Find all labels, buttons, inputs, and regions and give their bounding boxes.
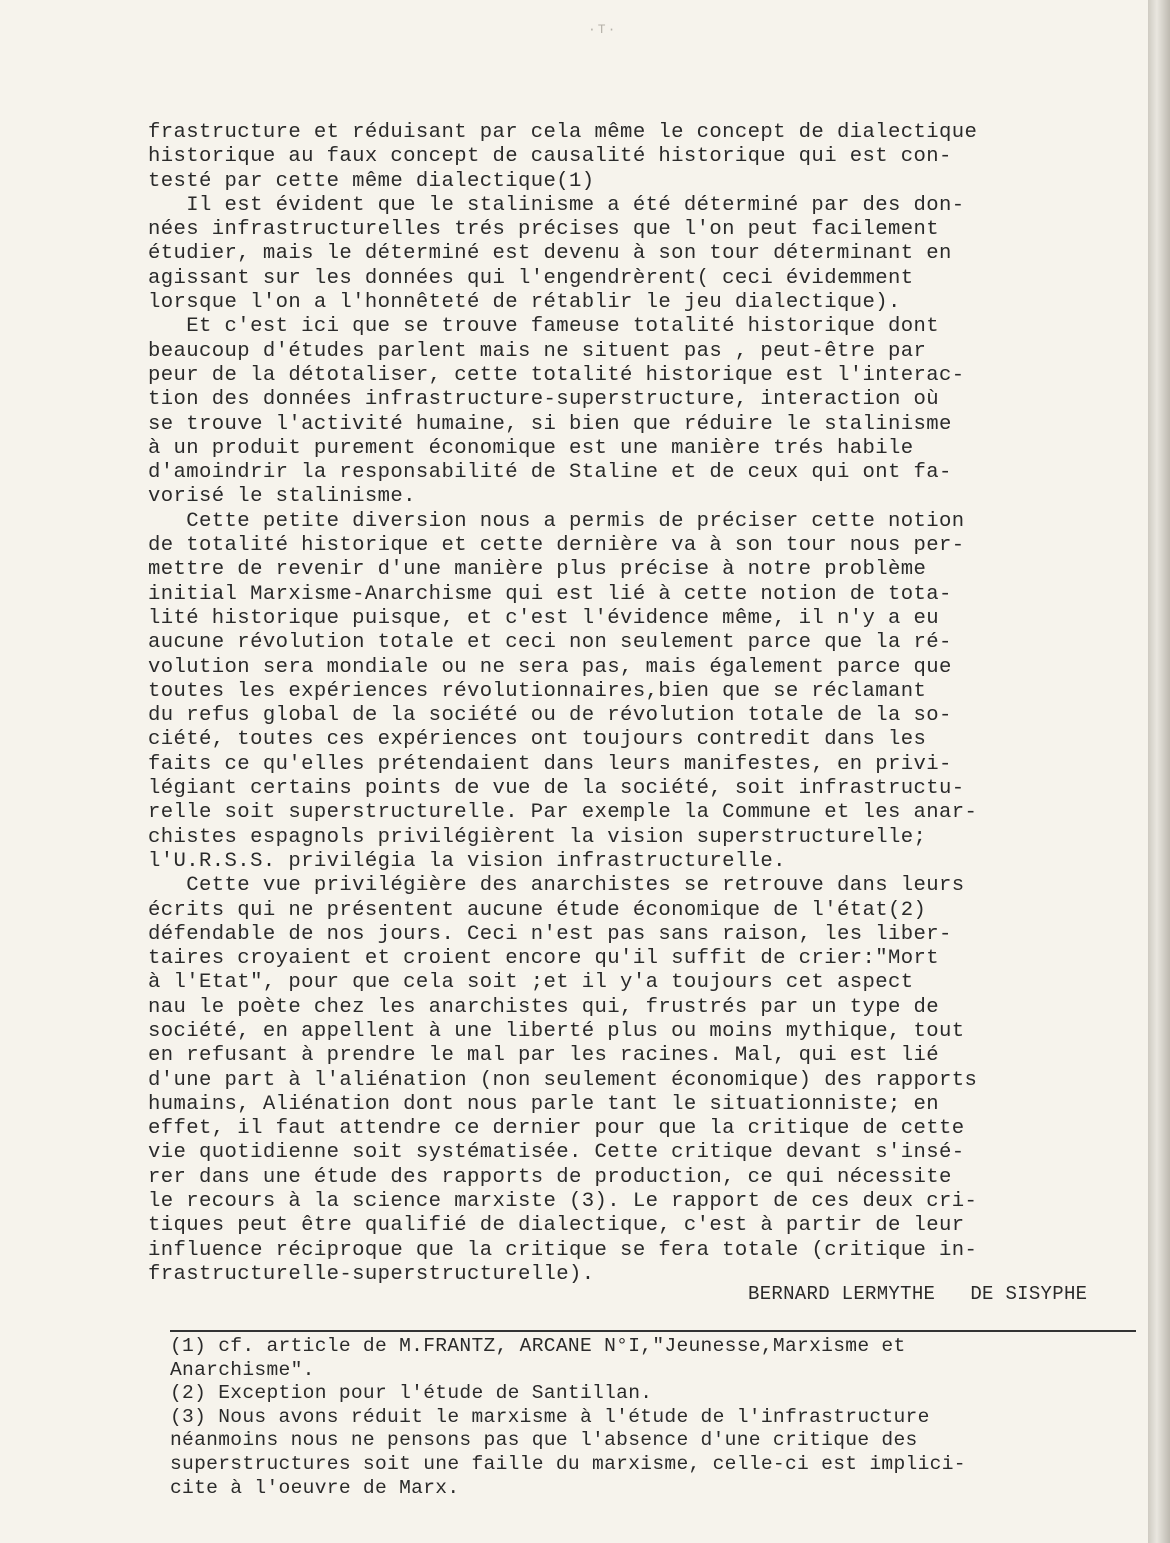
text-line: historique au faux concept de causalité historique qui est con- [148,145,952,169]
text-line: lité historique puisque, et c'est l'évidence même, il n'y a eu [148,606,940,630]
text-line: lorsque l'on a l'honnêteté de rétablir le jeu dialectique). [148,291,901,315]
text-line: l'U.R.S.S. privilégia la vision infrastructurelle. [148,849,786,873]
paragraph [148,194,1108,315]
text-line: à l'Etat", pour que cela soit ;et il y'a toujours cet aspect [148,971,914,995]
text-line: ciété, toutes ces expériences ont toujours contredit dans les [148,728,927,752]
text-line: mettre de revenir d'une manière plus précise à notre problème [148,558,927,582]
footnote-line: (2) Exception pour l'étude de Santillan. [170,1382,653,1405]
text-line: influence réciproque que la critique se fera totale (critique in- [148,1238,978,1262]
text-line: initial Marxisme-Anarchisme qui est lié à cette notion de tota- [148,582,952,606]
text-line: toutes les expériences révolutionnaires,bien que se réclamant [148,679,927,703]
text-line: vorisé le stalinisme. [148,485,416,509]
footnote-line: (1) cf. article de M.FRANTZ, ARCANE N°I,"Jeunesse,Marxisme et [170,1335,906,1357]
text-line: tion des données infrastructure-superstructure, interaction où [148,388,940,412]
text-line: effet, il faut attendre ce dernier pour que la critique de cette [148,1117,965,1141]
footnote-line: cite à l'oeuvre de Marx. [170,1476,460,1499]
footnote-rule [170,1330,1136,1332]
text-line: testé par cette même dialectique(1) [148,169,595,193]
text-line: faits ce qu'elles prétendaient dans leurs manifestes, en privi- [148,752,952,776]
text-line: rer dans une étude des rapports de production, ce qui nécessite [148,1165,952,1189]
text-line: nées infrastructurelles trés précises que l'on peut facilement [148,218,940,242]
text-line: société, en appellent à une liberté plus ou moins mythique, tout [148,1019,965,1043]
text-line: Il est évident que le stalinisme a été déterminé par des don- [148,193,965,217]
text-line: Cette vue privilégière des anarchistes se retrouve dans leurs [148,874,965,898]
text-line: défendable de nos jours. Ceci n'est pas sans raison, les liber- [148,922,952,946]
footnote-line: néanmoins nous ne pensons pas que l'absence d'une critique des [170,1429,918,1452]
footnotes [170,1335,1130,1500]
text-line: étudier, mais le déterminé est devenu à son tour déterminant en [148,242,952,266]
paragraph [148,874,1108,1287]
text-line: vie quotidienne soit systématisée. Cette critique devant s'insé- [148,1141,965,1165]
text-line: en refusant à prendre le mal par les racines. Mal, qui est lié [148,1044,940,1068]
signature: BERNARD LERMYTHE DE SISYPHE [748,1283,1088,1305]
text-line: d'une part à l'aliénation (non seulement économique) des rapports [148,1068,978,1092]
paragraph [148,121,1108,194]
footnote-line: Anarchisme". [170,1358,315,1381]
text-line: aucune révolution totale et ceci non seulement parce que la ré- [148,631,952,655]
text-line: tiques peut être qualifié de dialectique, c'est à partir de leur [148,1214,965,1238]
text-line: légiant certains points de vue de la société, soit infrastructu- [148,777,965,801]
text-line: frastructure et réduisant par cela même le concept de dialectique [148,121,978,144]
text-line: le recours à la science marxiste (3). Le rapport de ces deux cri- [148,1190,978,1214]
footnote-line: (3) Nous avons réduit le marxisme à l'étude de l'infrastructure [170,1405,930,1428]
top-mark: ·T· [588,22,618,37]
text-line: Et c'est ici que se trouve fameuse totalité historique dont [148,315,940,339]
paragraph [148,315,1108,509]
text-line: de totalité historique et cette dernière va à son tour nous per- [148,534,965,558]
text-line: chistes espagnols privilégièrent la vision superstructurelle; [148,825,927,849]
text-line: nau le poète chez les anarchistes qui, frustrés par un type de [148,995,940,1019]
text-line: relle soit superstructurelle. Par exemple la Commune et les anar- [148,801,978,825]
text-line: Cette petite diversion nous a permis de préciser cette notion [148,509,965,533]
text-line: volution sera mondiale ou ne sera pas, mais également parce que [148,655,952,679]
page-edge [1148,0,1170,1543]
text-line: taires croyaient et croient encore qu'il suffit de crier:"Mort [148,947,940,971]
text-line: du refus global de la société ou de révolution totale de la so- [148,704,952,728]
body-text [148,121,1108,1287]
text-line: écrits qui ne présentent aucune étude économique de l'état(2) [148,898,927,922]
text-line: agissant sur les données qui l'engendrèrent( ceci évidemment [148,266,914,290]
text-line: frastructurelle-superstructurelle). [148,1262,595,1286]
text-line: beaucoup d'études parlent mais ne situent pas , peut-être par [148,339,927,363]
text-line: d'amoindrir la responsabilité de Staline et de ceux qui ont fa- [148,461,952,485]
text-line: à un produit purement économique est une manière trés habile [148,436,914,460]
paragraph [148,510,1108,874]
text-line: humains, Aliénation dont nous parle tant le situationniste; en [148,1092,940,1116]
text-line: se trouve l'activité humaine, si bien que réduire le stalinisme [148,412,952,436]
footnote-line: superstructures soit une faille du marxisme, celle-ci est implici- [170,1452,966,1475]
text-line: peur de la détotaliser, cette totalité historique est l'interac- [148,363,965,387]
